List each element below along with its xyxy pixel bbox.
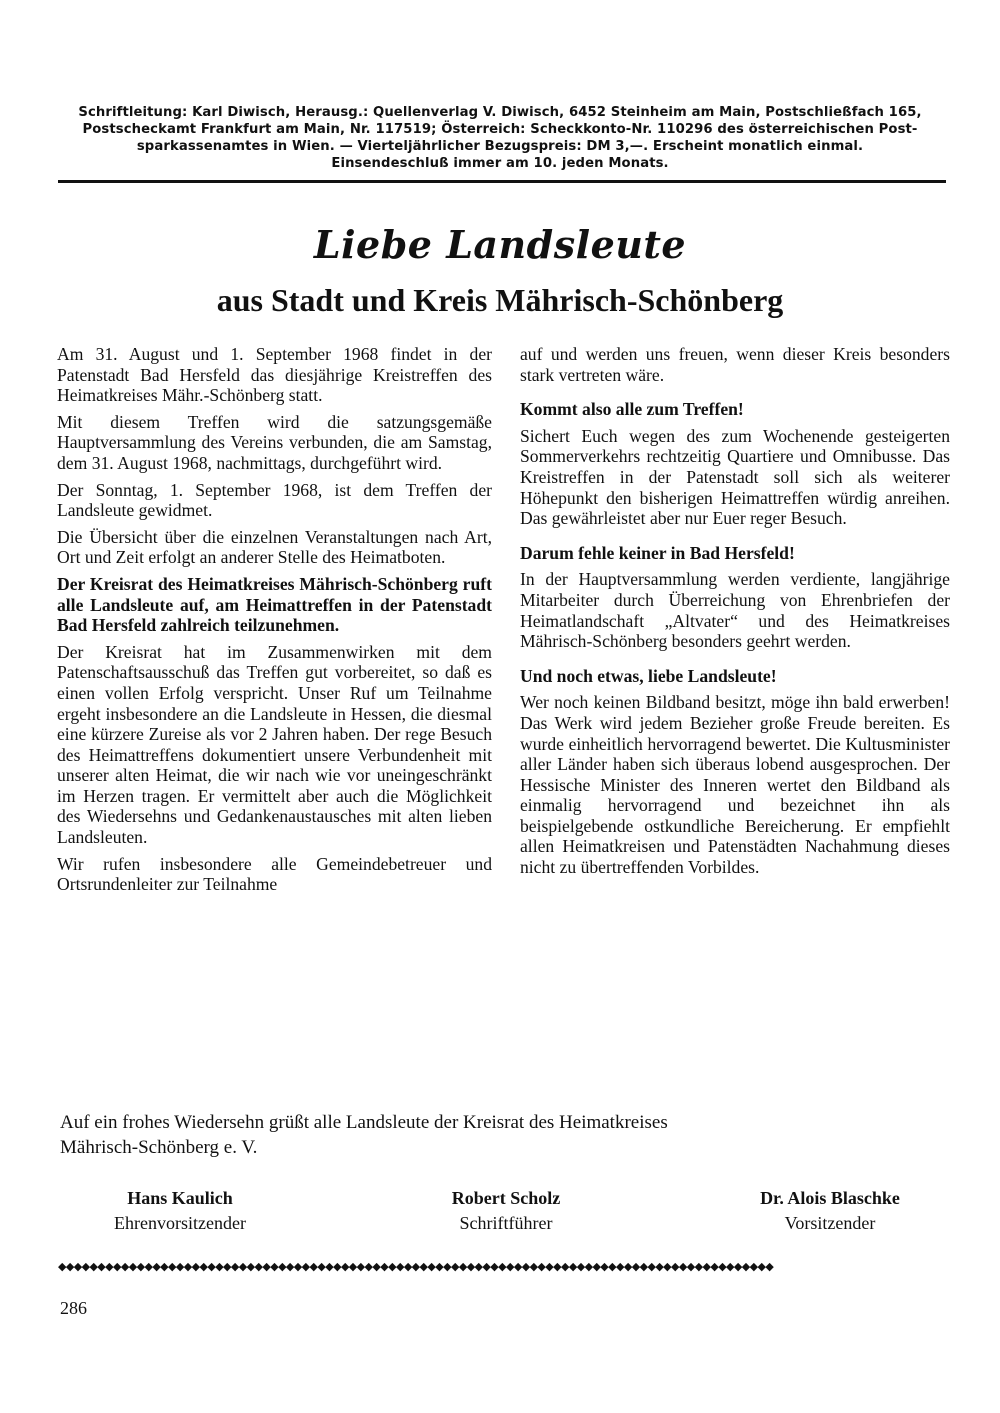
header-divider	[58, 180, 946, 183]
paragraph: Wer noch keinen Bildband besitzt, möge ihn bald erwerben! Das Werk wird jedem Bezieher große Freude bereiten. Es wurde einheitlich hervorragend bewertet. Die Kultusminister aller Länder haben sich überaus lobend ausgesprochen. Der Hessische Minister des Inneren wertet den Bildband als einmalig hervorragend und bezeichnet ihn als beispielgebende ostkundliche Bereicherung. Er empfiehlt allen Heimatkreisen und Patenstädten Nachahmung dieses nicht zu übertreffenden Vorbildes.	[520, 692, 950, 878]
masthead-line: Einsendeschluß immer am 10. jeden Monats.	[331, 156, 669, 171]
signer-role: Vorsitzender	[784, 1213, 876, 1233]
section-heading: Und noch etwas, liebe Landsleute!	[520, 665, 777, 686]
page-number: 286	[60, 1298, 87, 1318]
paragraph: Sichert Euch wegen des zum Wochenende gesteigerten Sommerverkehrs rechtzeitig Quartiere und Omnibusse. Das Kreistreffen in der Patenstadt soll sich als weiterer Höhepunkt den bisherigen Heimattreffen würdig anreihen. Das gewährleistet aber nur Euer reger Besuch.	[520, 425, 950, 529]
signer-name: Hans Kaulich	[127, 1188, 233, 1208]
section-heading: Kommt also alle zum Treffen!	[520, 399, 744, 420]
signer-name: Robert Scholz	[451, 1188, 561, 1208]
signer-role: Schriftführer	[459, 1213, 553, 1233]
bold-appeal: Der Kreisrat des Heimatkreises Mährisch-Schönberg ruft alle Landsleute auf, am Heimattreffen in der Patenstadt Bad Hersfeld zahlreich teilzunehmen.	[57, 573, 492, 636]
closing-greeting	[60, 1110, 940, 1160]
signature-block	[40, 1186, 320, 1236]
section-heading: Darum fehle keiner in Bad Hersfeld!	[520, 542, 795, 563]
paragraph: Der Kreisrat hat im Zusammenwirken mit dem Patenschaftsausschuß das Treffen gut vorbereitet, so daß es einen vollen Erfolg verspricht. Unser Ruf um Teilnahme ergeht insbesondere an die Landsleute in Hessen, die diesmal eine kürzere Zureise als vor 2 Jahren haben. Der rege Besuch des Heimattreffens dokumentiert unsere Verbundenheit mit unserer alten Heimat, die wir nach wie vor uneingeschränkt im Herzen tragen. Er vermittelt aber auch die Möglichkeit des Wiedersehns und Gedankenaustausches mit alten lieben Landsleuten.	[57, 641, 492, 848]
left-column	[57, 344, 492, 901]
masthead	[60, 104, 940, 172]
paragraph: In der Hauptversammlung werden verdiente, langjährige Mitarbeiter durch Überreichung von Ehrenbriefen der Heimatlandschaft „Altvater“ und des Heimatkreises Mährisch-Schönberg besonders geehrt werden.	[520, 569, 950, 652]
masthead-line: Schriftleitung: Karl Diwisch, Herausg.: Quellenverlag V. Diwisch, 6452 Steinheim am Main, Postschließfach 165,	[78, 105, 922, 120]
closing-line: Mährisch-Schönberg e. V.	[60, 1137, 258, 1158]
ornamental-divider: ◆◆◆◆◆◆◆◆◆◆◆◆◆◆◆◆◆◆◆◆◆◆◆◆◆◆◆◆◆◆◆◆◆◆◆◆◆◆◆◆◆◆◆◆◆◆◆◆◆◆◆◆◆◆◆◆◆◆◆◆◆◆◆◆◆◆◆◆◆◆◆◆◆◆◆◆◆◆◆◆◆◆◆◆◆◆◆◆◆◆◆	[58, 1260, 774, 1273]
page-title: Liebe Landsleute	[313, 222, 687, 267]
paragraph: Die Übersicht über die einzelnen Veranstaltungen nach Art, Ort und Zeit erfolgt an anderer Stelle des Heimatboten.	[57, 526, 492, 568]
paragraph: Mit diesem Treffen wird die satzungsgemäße Hauptversammlung des Vereins verbunden, die am Samstag, dem 31. August 1968, nachmittags, durchgeführt wird.	[57, 411, 492, 473]
closing-line: Auf ein frohes Wiedersehn grüßt alle Landsleute der Kreisrat des Heimatkreises	[60, 1112, 668, 1133]
paragraph: Wir rufen insbesondere alle Gemeindebetreuer und Ortsrundenleiter zur Teilnahme	[57, 853, 492, 895]
signature-block	[366, 1186, 646, 1236]
masthead-line: Postscheckamt Frankfurt am Main, Nr. 117519; Österreich: Scheckkonto-Nr. 110296 des österreichischen Post-	[82, 122, 918, 137]
signature-block	[690, 1186, 970, 1236]
page-subtitle: aus Stadt und Kreis Mährisch-Schönberg	[216, 282, 784, 318]
signer-role: Ehrenvorsitzender	[114, 1213, 246, 1233]
right-column	[520, 344, 950, 884]
paragraph: auf und werden uns freuen, wenn dieser Kreis besonders stark vertreten wäre.	[520, 344, 950, 385]
paragraph: Am 31. August und 1. September 1968 findet in der Patenstadt Bad Hersfeld das diesjährige Kreistreffen des Heimatkreises Mähr.-Schönberg statt.	[57, 344, 492, 406]
signer-name: Dr. Alois Blaschke	[760, 1188, 900, 1208]
paragraph: Der Sonntag, 1. September 1968, ist dem Treffen der Landsleute gewidmet.	[57, 479, 492, 521]
masthead-line: sparkassenamtes in Wien. — Vierteljährlicher Bezugspreis: DM 3,—. Erscheint monatlich einmal.	[136, 139, 864, 154]
